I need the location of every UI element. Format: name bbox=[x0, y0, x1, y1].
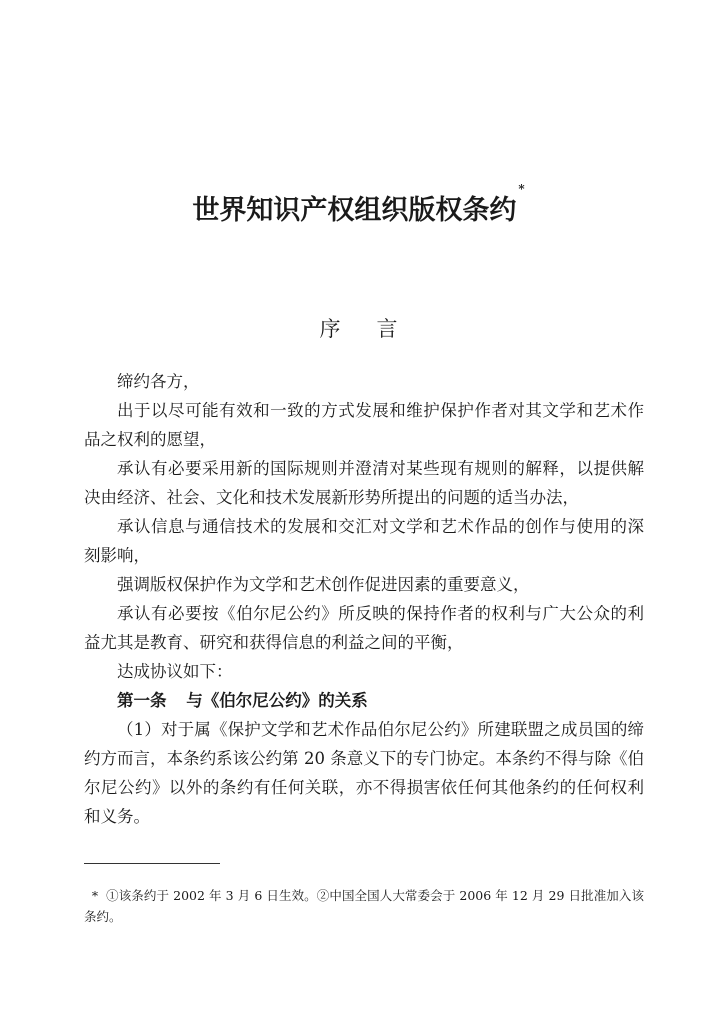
paragraph: 承认信息与通信技术的发展和交汇对文学和艺术作品的创作与使用的深刻影响， bbox=[84, 517, 644, 565]
article-number: 第一条 bbox=[117, 691, 167, 710]
body-text bbox=[84, 367, 644, 831]
preface-heading: 序言 bbox=[319, 317, 434, 341]
footnote-mark: * bbox=[91, 888, 99, 903]
document-title-text: 世界知识产权组织版权条约 bbox=[192, 195, 517, 226]
footnote bbox=[84, 885, 644, 927]
document-title bbox=[0, 182, 717, 227]
paragraph: 承认有必要按《伯尔尼公约》所反映的保持作者的权利与广大公众的利益尤其是教育、研究和获得信息的利益之间的平衡， bbox=[84, 604, 644, 652]
article-title: 与《伯尔尼公约》的关系 bbox=[186, 691, 368, 710]
article-heading bbox=[84, 686, 644, 715]
paragraph: 缔约各方， bbox=[117, 372, 200, 391]
article-paragraph: （1）对于属《保护文学和艺术作品伯尔尼公约》所建联盟之成员国的缔约方而言，本条约系该公约第 20 条意义下的专门协定。本条约不得与除《伯尔尼公约》以外的条约有任何关联，亦不得损害依任何其他条约的任何权利和义务。 bbox=[84, 720, 644, 826]
paragraph: 强调版权保护作为文学和艺术创作促进因素的重要意义， bbox=[117, 575, 530, 594]
paragraph: 出于以尽可能有效和一致的方式发展和维护保护作者对其文学和艺术作品之权利的愿望， bbox=[84, 401, 644, 449]
footnote-divider bbox=[84, 863, 220, 864]
paragraph: 达成协议如下： bbox=[117, 662, 233, 681]
footnote-text: ①该条约于 2002 年 3 月 6 日生效。②中国全国人大常委会于 2006 年 12 月 29 日批准加入该条约。 bbox=[84, 888, 644, 924]
paragraph: 承认有必要采用新的国际规则并澄清对某些现有规则的解释，以提供解决由经济、社会、文化和技术发展新形势所提出的问题的适当办法， bbox=[84, 459, 644, 507]
title-footnote-mark: * bbox=[518, 182, 525, 196]
